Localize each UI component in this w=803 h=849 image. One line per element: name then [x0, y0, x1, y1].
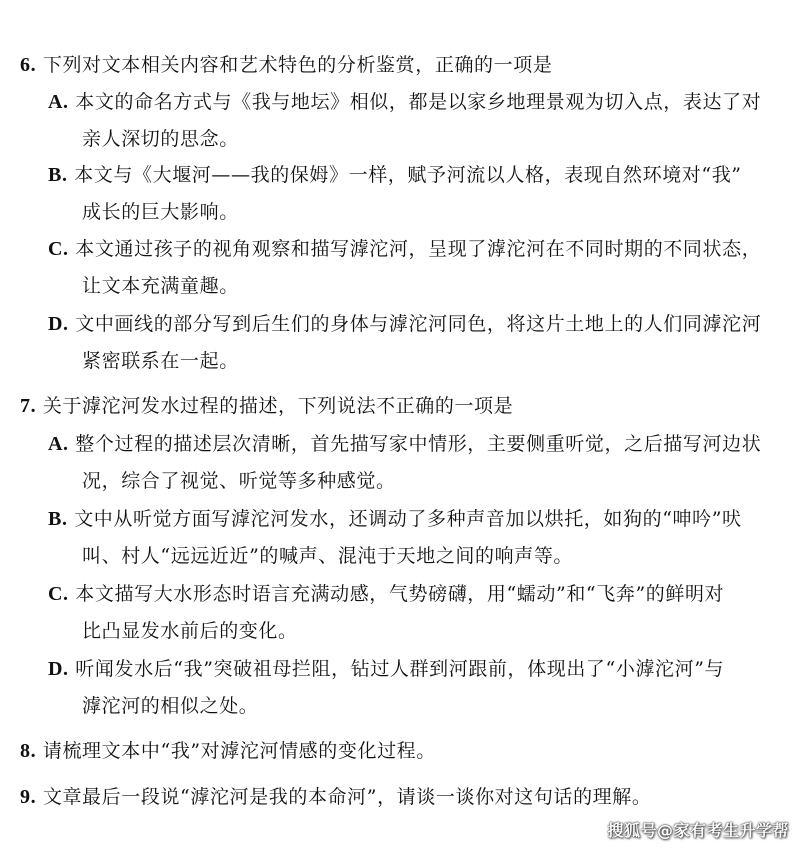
option-6a [48, 89, 761, 115]
question-text: 文章最后一段说“滹沱河是我的本命河”，请谈一谈你对这句话的理解。 [42, 786, 652, 808]
option-label: D. [48, 313, 69, 335]
option-label: B. [48, 164, 68, 186]
option-label: D. [48, 658, 69, 680]
question-number: 8. [20, 740, 37, 762]
question-9 [20, 784, 651, 810]
question-text: 下列对文本相关内容和艺术特色的分析鉴赏，正确的一项是 [42, 54, 553, 76]
option-6b-continued: 成长的巨大影响。 [82, 201, 239, 223]
question-8 [20, 738, 436, 764]
option-7a [48, 431, 761, 457]
option-text: 本文描写大水形态时语言充满动感，气势磅礴，用“蠕动”和“飞奔”的鲜明对 [75, 583, 725, 605]
option-text: 整个过程的描述层次清晰，首先描写家中情形，主要侧重听觉，之后描写河边状 [75, 433, 762, 455]
option-7a-continued: 况，综合了视觉、听觉等多种感觉。 [82, 470, 396, 492]
option-7c-continued: 比凸显发水前后的变化。 [82, 620, 298, 642]
option-text: 本文通过孩子的视角观察和描写滹沱河，呈现了滹沱河在不同时期的不同状态， [75, 238, 762, 260]
question-number: 7. [20, 395, 37, 417]
option-7d [48, 656, 724, 682]
option-text: 听闻发水后“我”突破祖母拦阻，钻过人群到河跟前，体现出了“小滹沱河”与 [75, 658, 725, 680]
question-number: 9. [20, 786, 37, 808]
option-7c [48, 581, 724, 607]
option-label: A. [48, 91, 69, 113]
question-text: 请梳理文本中“我”对滹沱河情感的变化过程。 [42, 740, 436, 762]
question-text: 关于滹沱河发水过程的描述，下列说法不正确的一项是 [42, 395, 514, 417]
option-label: B. [48, 508, 68, 530]
option-text: 本文与《大堰河——我的保姆》一样，赋予河流以人格，表现自然环境对“我” [74, 164, 742, 186]
option-label: C. [48, 583, 69, 605]
option-6a-continued: 亲人深切的思念。 [82, 128, 239, 150]
option-7d-continued: 滹沱河的相似之处。 [82, 695, 259, 717]
option-6c [48, 236, 761, 262]
option-6d [48, 311, 761, 337]
option-text: 文中画线的部分写到后生们的身体与滹沱河同色，将这片土地上的人们同滹沱河 [75, 313, 762, 335]
option-6b [48, 162, 742, 188]
option-6c-continued: 让文本充满童趣。 [82, 275, 239, 297]
question-6 [20, 52, 552, 78]
option-text: 文中从听觉方面写滹沱河发水，还调动了多种声音加以烘托，如狗的“呻吟”吠 [74, 508, 742, 530]
option-7b [48, 506, 742, 532]
watermark: 搜狐号@家有考生升学帮 [607, 821, 789, 840]
option-7b-continued: 叫、村人“远远近近”的喊声、混沌于天地之间的响声等。 [82, 545, 574, 567]
question-7 [20, 393, 513, 419]
option-label: C. [48, 238, 69, 260]
option-text: 本文的命名方式与《我与地坛》相似，都是以家乡地理景观为切入点，表达了对 [75, 91, 762, 113]
option-6d-continued: 紧密联系在一起。 [82, 350, 239, 372]
question-number: 6. [20, 54, 37, 76]
option-label: A. [48, 433, 69, 455]
